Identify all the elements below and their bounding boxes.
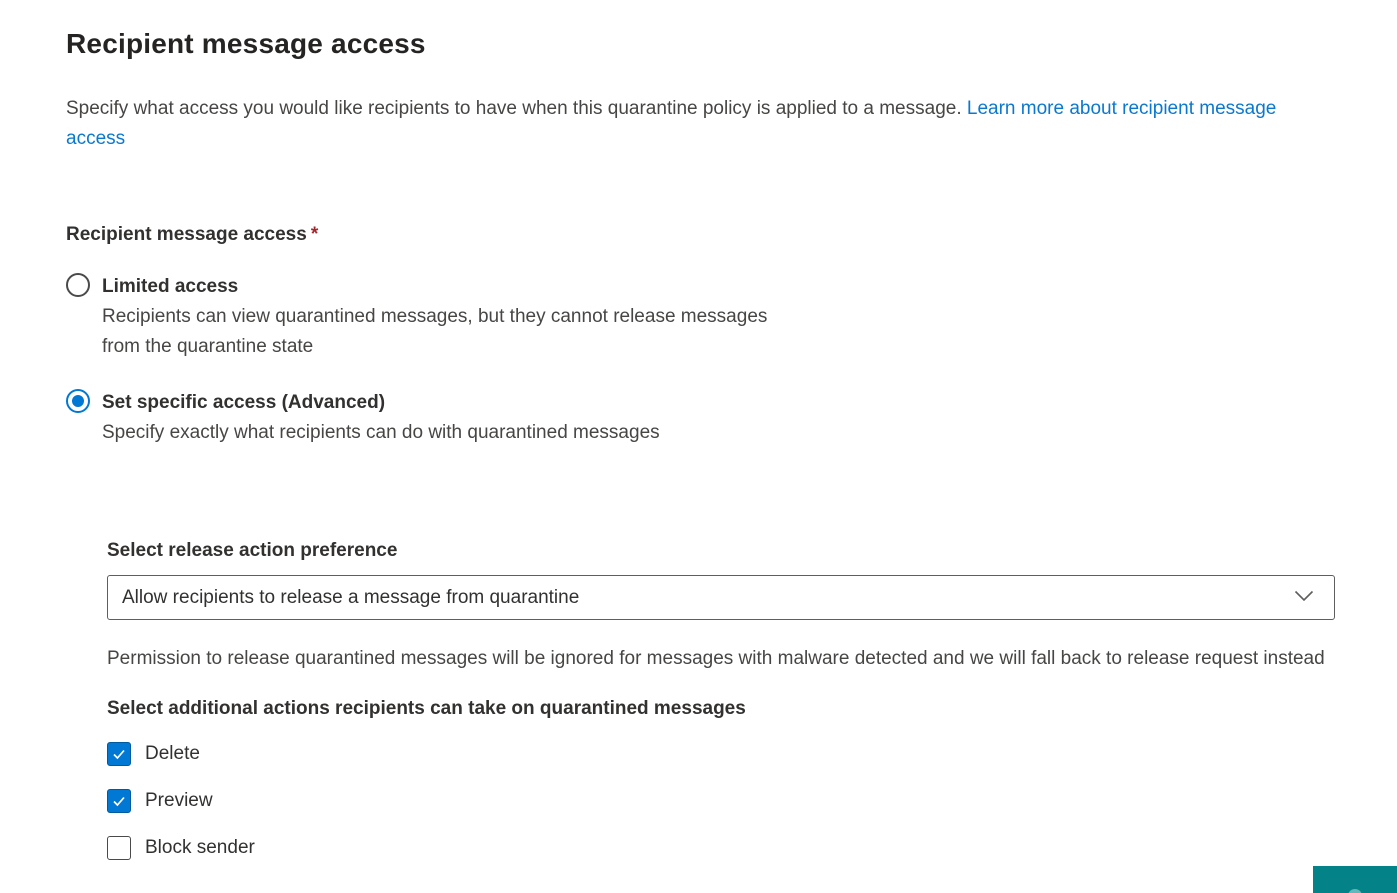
intro-paragraph (66, 94, 1338, 154)
radio-label[interactable]: Set specific access (Advanced) (102, 392, 386, 413)
learn-more-link[interactable]: Learn more about recipient message access (66, 98, 1277, 149)
required-asterisk: * (310, 224, 319, 245)
checkbox[interactable] (107, 836, 131, 860)
additional-actions-label: Select additional actions recipients can take on quarantined messages (107, 698, 746, 719)
radio-button[interactable] (66, 389, 90, 413)
release-preference-dropdown[interactable] (107, 575, 1335, 620)
checkbox-row-delete[interactable] (107, 741, 1397, 767)
release-preference-label: Select release action preference (107, 540, 398, 561)
intro-text: Specify what access you would like recipients to have when this quarantine policy is applied to a message. (66, 98, 967, 119)
checkmark-icon (111, 793, 127, 809)
radio-description: Recipients can view quarantined messages, but they cannot release messages from the quarantine state (102, 306, 768, 357)
page-title: Recipient message access (66, 28, 426, 59)
advanced-settings-section (107, 540, 1397, 861)
radio-description: Specify exactly what recipients can do with quarantined messages (102, 422, 660, 443)
radio-dot (72, 395, 84, 407)
checkbox-row-preview[interactable] (107, 788, 1397, 814)
radio-button[interactable] (66, 273, 90, 297)
checkbox-label[interactable]: Block sender (145, 837, 255, 858)
checkbox[interactable] (107, 742, 131, 766)
checkbox-row-block-sender[interactable] (107, 835, 1397, 861)
radio-option-set-specific-access[interactable] (66, 388, 1397, 448)
checkbox[interactable] (107, 789, 131, 813)
access-field-label-text: Recipient message access (66, 224, 307, 245)
checkbox-label[interactable]: Preview (145, 790, 213, 811)
checkmark-icon (111, 746, 127, 762)
dropdown-selected-value: Allow recipients to release a message from quarantine (122, 586, 580, 608)
help-widget-button[interactable] (1313, 866, 1397, 893)
radio-option-limited-access[interactable] (66, 272, 1397, 362)
help-widget-icon (1348, 889, 1362, 893)
radio-option-body (102, 388, 660, 448)
release-preference-note: Permission to release quarantined messages will be ignored for messages with malware detected and we will fall back to release request instead (107, 648, 1325, 669)
radio-option-body (102, 272, 797, 362)
checkbox-label[interactable]: Delete (145, 743, 200, 764)
radio-label[interactable]: Limited access (102, 276, 239, 297)
chevron-down-icon (1294, 589, 1314, 607)
access-field-label (66, 224, 1397, 246)
